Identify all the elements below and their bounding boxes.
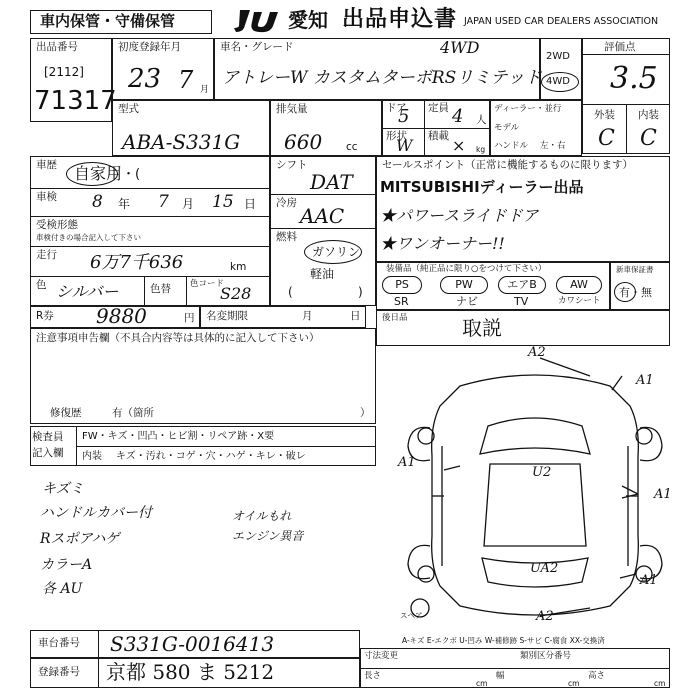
equip-airbag: エアB xyxy=(498,276,546,294)
model-value: ABA-S331G xyxy=(122,130,241,154)
inspector-row-2-label: 内装 xyxy=(82,451,102,462)
inspector-note-4: カラーA xyxy=(40,557,93,573)
inspector-row-2: キズ・汚れ・コゲ・穴・ハゲ・キレ・破レ xyxy=(116,451,306,462)
name-change-month: 月 xyxy=(302,310,313,322)
selling-label: セールスポイント（正常に機能するものに限ります） xyxy=(382,159,634,171)
handle-label: ハンドル xyxy=(494,141,529,151)
ju-logo xyxy=(232,6,286,34)
inspector-note-right-2: エンジン異音 xyxy=(232,529,304,543)
notes-label: 注意事項申告欄（不具合内容等は具体的に記入して下さい） xyxy=(36,332,320,344)
inspection-day-unit: 日 xyxy=(244,197,257,211)
repair-close: ） xyxy=(360,407,371,419)
equip-navi: ナビ xyxy=(456,295,478,308)
inspection-label: 車検 xyxy=(36,191,57,203)
inspector-note-5: 各 AU xyxy=(42,581,83,597)
size-label-1: 寸法変更 xyxy=(364,651,399,661)
color-value: シルバー xyxy=(56,282,119,301)
shape-label: 形状 xyxy=(386,130,407,142)
inspector-note-2: ハンドルカバー付 xyxy=(40,505,152,521)
inspector-note-1: キズミ xyxy=(42,481,84,497)
size-length-label: 長さ xyxy=(364,671,382,681)
drive-2wd: 2WD xyxy=(546,51,570,62)
doors-label: ドア xyxy=(386,102,407,114)
color-code-label: 色コード xyxy=(190,279,225,289)
chassis-value: S331G-0016413 xyxy=(110,632,275,656)
lot-number: 71317 xyxy=(34,86,117,116)
damage-legend: A-キズ E-エクボ U-凹み W-補修跡 S-サビ C-腐食 XX-交換済 xyxy=(402,636,605,645)
mark-a2-bottom: A2 xyxy=(536,609,554,624)
equip-aw: AW xyxy=(556,276,602,294)
equip-pw: PW xyxy=(440,276,488,294)
equip-leather: カワシート xyxy=(558,296,601,306)
fuel-alt: 軽油 xyxy=(310,267,335,281)
capacity-label: 定員 xyxy=(428,102,449,114)
shift-label: シフト xyxy=(276,159,308,171)
interior-grade: C xyxy=(640,126,657,151)
mark-ua2: UA2 xyxy=(530,561,559,576)
chassis-label: 車台番号 xyxy=(38,637,80,649)
recycle-label: R券 xyxy=(36,310,54,322)
handle-options: 左・右 xyxy=(540,141,566,151)
inspector-label-1: 検査員 xyxy=(32,431,64,443)
inspection-month: 7 xyxy=(158,192,169,212)
org-name: 愛知 xyxy=(288,8,328,32)
ac-label: 冷房 xyxy=(276,197,297,209)
recycle-value: 9880 xyxy=(96,304,147,328)
inspection-year-unit: 年 xyxy=(118,197,131,211)
load-unit: kg xyxy=(476,145,486,154)
car-diagram xyxy=(390,346,680,636)
size-height-label: 高さ xyxy=(588,671,606,681)
selling-line-2: ★パワースライドドア xyxy=(380,206,539,225)
fuel-value: ガソリン xyxy=(312,245,361,259)
color-change-label: 色替 xyxy=(150,283,171,295)
acceptance-note: 車検付きの場合記入して下さい xyxy=(36,233,141,242)
name-change-label: 名変期限 xyxy=(206,310,248,322)
history-suffix: ・( xyxy=(122,167,141,182)
mark-a1-top-right: A1 xyxy=(636,373,654,388)
fuel-label: 燃料 xyxy=(276,231,297,243)
selling-line-3: ★ワンオーナー!! xyxy=(380,234,505,253)
size-height-unit: cm xyxy=(654,679,666,688)
model-year-label: モデル xyxy=(494,123,520,133)
dealer-label: ディーラー・並行 xyxy=(494,104,562,114)
selling-line-1: MITSUBISHIディーラー出品 xyxy=(380,178,584,196)
lot-label: 出品番号 xyxy=(36,41,78,53)
warranty-label: 新車保証書 xyxy=(616,265,654,274)
vehicle-label: 車名・グレード xyxy=(220,41,294,53)
repair-value: 有（箇所 xyxy=(112,407,154,419)
displacement-value: 660 xyxy=(284,130,323,154)
history-circle xyxy=(66,162,118,186)
doors-value: 5 xyxy=(398,106,410,127)
exterior-grade: C xyxy=(598,126,615,151)
registration-label: 登録番号 xyxy=(38,666,80,678)
size-label-2: 類別区分番号 xyxy=(520,651,572,661)
first-reg-month: 7 xyxy=(178,66,194,94)
association-name: JAPAN USED CAR DEALERS ASSOCIATION xyxy=(464,16,659,27)
mark-u2: U2 xyxy=(532,465,552,480)
drive-note: 4WD xyxy=(440,38,480,57)
drive-4wd: 4WD xyxy=(546,76,570,87)
capacity-unit: 人 xyxy=(476,114,487,126)
rear-value: 取説 xyxy=(462,316,502,340)
first-reg-month-unit: 月 xyxy=(200,85,210,95)
shift-value: DAT xyxy=(310,170,353,194)
score-value: 3.5 xyxy=(610,61,658,96)
registration-value: 京都 580 ま 5212 xyxy=(106,660,275,684)
color-label: 色 xyxy=(36,279,47,291)
interior-label: 内装 xyxy=(638,109,659,121)
displacement-unit: cc xyxy=(346,141,358,153)
history-label: 車歴 xyxy=(36,159,57,171)
form-title: 出品申込書 xyxy=(342,7,458,32)
inspection-day: 15 xyxy=(212,192,234,212)
rear-box xyxy=(376,310,670,346)
inspection-year: 8 xyxy=(92,192,103,212)
vehicle-name: アトレーW カスタムターボRSリミテッド xyxy=(222,68,542,88)
exterior-label: 外装 xyxy=(594,109,615,121)
first-reg-year: 23 xyxy=(128,64,162,94)
recycle-unit: 円 xyxy=(184,312,195,324)
equip-sr: SR xyxy=(394,295,409,308)
acceptance-label: 受検形態 xyxy=(36,219,78,231)
repair-label: 修復歴 xyxy=(50,407,82,419)
size-width-label: 幅 xyxy=(496,671,505,681)
shape-value: W xyxy=(396,136,413,155)
history-value: 自家用 xyxy=(74,164,123,183)
load-value: × xyxy=(452,136,466,155)
mark-a1-right: A1 xyxy=(654,487,672,502)
inspector-row-1: FW・キズ・凹凸・ヒビ割・リペア跡・X要 xyxy=(82,431,275,442)
mark-a1-left: A1 xyxy=(398,455,416,470)
color-code: S28 xyxy=(220,284,252,303)
inspection-month-unit: 月 xyxy=(182,197,195,211)
equip-tv: TV xyxy=(514,295,529,308)
inspector-label-2: 記入欄 xyxy=(32,447,64,459)
name-change-day: 日 xyxy=(350,310,361,322)
mileage-value: 6万7千636 xyxy=(90,252,184,273)
displacement-label: 排気量 xyxy=(276,103,308,115)
mileage-label: 走行 xyxy=(36,249,57,261)
equip-ps: PS xyxy=(382,276,422,294)
warranty-options: 有・無 xyxy=(619,286,652,299)
mark-a2-top: A2 xyxy=(528,345,546,360)
rear-label: 後日品 xyxy=(382,313,408,323)
size-length-unit: cm xyxy=(476,679,488,688)
inspector-note-right-1: オイルもれ xyxy=(232,509,292,523)
ac-value: AAC xyxy=(300,204,345,228)
load-label: 積載 xyxy=(428,130,449,142)
capacity-value: 4 xyxy=(452,106,464,127)
inspector-note-3: Rスポアハゲ xyxy=(40,531,120,547)
equipment-label: 装備品（純正品に限り○をつけて下さい） xyxy=(386,264,547,274)
mileage-unit: km xyxy=(230,261,247,273)
lot-sub: [2112] xyxy=(44,65,84,79)
first-reg-label: 初度登録年月 xyxy=(118,41,181,53)
score-label: 評価点 xyxy=(604,41,636,53)
model-label: 型式 xyxy=(118,103,139,115)
size-width-unit: cm xyxy=(568,679,580,688)
spare-label: スペア xyxy=(400,611,423,620)
storage-label: 車内保管・守備保管 xyxy=(40,12,176,30)
mark-a1-bottom-right: A1 xyxy=(640,573,658,588)
